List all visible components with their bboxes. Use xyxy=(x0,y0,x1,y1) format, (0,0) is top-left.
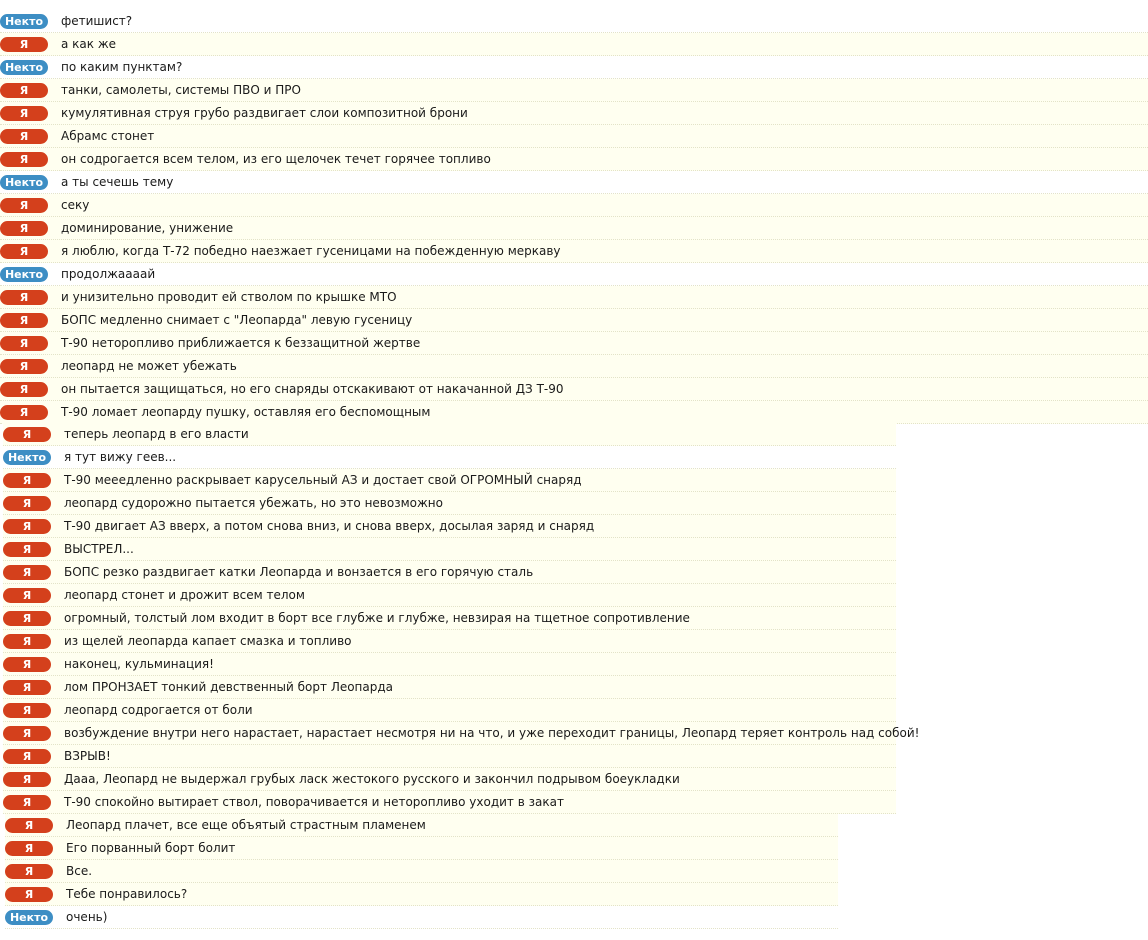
sender-badge-me: Я xyxy=(0,152,48,167)
sender-badge-me: Я xyxy=(5,864,53,879)
message-row xyxy=(3,699,896,722)
message-text: он содрогается всем телом, из его щелочек течет горячее топливо xyxy=(61,152,491,166)
sender-badge-me: Я xyxy=(3,496,51,511)
sender-badge-me: Я xyxy=(0,290,48,305)
sender-badge-me: Я xyxy=(3,772,51,787)
message-row xyxy=(0,33,1148,56)
message-row xyxy=(0,125,1148,148)
sender-badge-me: Я xyxy=(5,887,53,902)
message-text: леопард стонет и дрожит всем телом xyxy=(64,588,305,602)
message-row xyxy=(3,630,896,653)
message-text: Т-90 спокойно вытирает ствол, поворачивается и неторопливо уходит в закат xyxy=(64,795,564,809)
sender-badge-me: Я xyxy=(3,726,51,741)
sender-badge-stranger: Некто xyxy=(3,450,51,465)
message-text: Его порванный борт болит xyxy=(66,841,236,855)
sender-badge-me: Я xyxy=(0,336,48,351)
message-row xyxy=(0,378,1148,401)
sender-badge-stranger: Некто xyxy=(5,910,53,925)
message-text: Дааа, Леопард не выдержал грубых ласк жестокого русского и закончил подрывом боеукладки xyxy=(64,772,680,786)
message-text: Т-90 мееедленно раскрывает карусельный АЗ и достает свой ОГРОМНЫЙ снаряд xyxy=(64,473,582,487)
message-row xyxy=(3,745,896,768)
message-text: фетишист? xyxy=(61,14,133,28)
sender-badge-stranger: Некто xyxy=(0,267,48,282)
sender-badge-me: Я xyxy=(5,818,53,833)
message-text: секу xyxy=(61,198,90,212)
sender-badge-me: Я xyxy=(0,382,48,397)
message-text: ВЗРЫВ! xyxy=(64,749,111,763)
message-text: я тут вижу геев... xyxy=(64,450,177,464)
sender-badge-me: Я xyxy=(0,359,48,374)
message-text: Леопард плачет, все еще объятый страстным пламенем xyxy=(66,818,426,832)
sender-badge-me: Я xyxy=(3,749,51,764)
message-row xyxy=(5,814,838,837)
sender-badge-me: Я xyxy=(5,841,53,856)
message-text: по каким пунктам? xyxy=(61,60,183,74)
message-row xyxy=(3,791,896,814)
message-row xyxy=(0,286,1148,309)
sender-badge-stranger: Некто xyxy=(0,14,48,29)
message-text: лом ПРОНЗАЕТ тонкий девственный борт Леопарда xyxy=(64,680,394,694)
sender-badge-me: Я xyxy=(3,611,51,626)
message-text: теперь леопард в его власти xyxy=(64,427,249,441)
message-row xyxy=(3,653,896,676)
message-text: огромный, толстый лом входит в борт все глубже и глубже, невзирая на тщетное сопротивление xyxy=(64,611,690,625)
message-row xyxy=(0,217,1148,240)
message-text: Т-90 ломает леопарду пушку, оставляя его беспомощным xyxy=(61,405,431,419)
message-row xyxy=(0,148,1148,171)
message-text: и унизительно проводит ей стволом по крышке МТО xyxy=(61,290,397,304)
sender-badge-me: Я xyxy=(0,313,48,328)
sender-badge-me: Я xyxy=(3,795,51,810)
sender-badge-me: Я xyxy=(3,519,51,534)
message-row xyxy=(0,332,1148,355)
message-row xyxy=(5,906,838,929)
message-row xyxy=(0,171,1148,194)
sender-badge-me: Я xyxy=(0,129,48,144)
message-row xyxy=(3,492,896,515)
message-row xyxy=(3,469,896,492)
message-row xyxy=(0,240,1148,263)
message-row xyxy=(3,538,896,561)
message-row xyxy=(0,194,1148,217)
message-text: Все. xyxy=(66,864,93,878)
message-row xyxy=(0,79,1148,102)
message-row xyxy=(0,401,1148,424)
sender-badge-me: Я xyxy=(3,703,51,718)
message-text: БОПС медленно снимает с "Леопарда" левую гусеницу xyxy=(61,313,413,327)
message-row xyxy=(5,860,838,883)
sender-badge-me: Я xyxy=(0,198,48,213)
message-text: а как же xyxy=(61,37,117,51)
message-row xyxy=(3,676,896,699)
message-text: Абрамс стонет xyxy=(61,129,155,143)
message-row xyxy=(3,515,896,538)
sender-badge-me: Я xyxy=(3,657,51,672)
sender-badge-me: Я xyxy=(0,83,48,98)
sender-badge-me: Я xyxy=(3,588,51,603)
message-text: очень) xyxy=(66,910,108,924)
sender-badge-me: Я xyxy=(3,427,51,442)
message-row xyxy=(0,309,1148,332)
message-row xyxy=(3,722,920,745)
message-row xyxy=(3,561,896,584)
message-text: наконец, кульминация! xyxy=(64,657,214,671)
sender-badge-me: Я xyxy=(3,634,51,649)
message-text: продолжаааай xyxy=(61,267,156,281)
message-text: кумулятивная струя грубо раздвигает слои композитной брони xyxy=(61,106,468,120)
message-row xyxy=(0,56,1148,79)
message-text: Тебе понравилось? xyxy=(66,887,188,901)
sender-badge-me: Я xyxy=(3,565,51,580)
sender-badge-me: Я xyxy=(0,244,48,259)
message-row xyxy=(0,10,1148,33)
message-text: Т-90 двигает АЗ вверх, а потом снова вниз, и снова вверх, досылая заряд и снаряд xyxy=(64,519,595,533)
sender-badge-me: Я xyxy=(0,221,48,236)
message-text: леопард судорожно пытается убежать, но это невозможно xyxy=(64,496,443,510)
message-text: из щелей леопарда капает смазка и топливо xyxy=(64,634,352,648)
message-text: леопард не может убежать xyxy=(61,359,237,373)
message-text: а ты сечешь тему xyxy=(61,175,174,189)
message-row xyxy=(3,584,896,607)
sender-badge-stranger: Некто xyxy=(0,175,48,190)
message-text: Т-90 неторопливо приближается к беззащитной жертве xyxy=(61,336,421,350)
message-text: я люблю, когда Т-72 победно наезжает гусеницами на побежденную меркаву xyxy=(61,244,561,258)
sender-badge-me: Я xyxy=(3,680,51,695)
message-text: ВЫСТРЕЛ... xyxy=(64,542,134,556)
sender-badge-me: Я xyxy=(3,473,51,488)
message-row xyxy=(0,102,1148,125)
message-text: он пытается защищаться, но его снаряды отскакивают от накачанной ДЗ Т-90 xyxy=(61,382,564,396)
message-row xyxy=(5,883,838,906)
message-text: БОПС резко раздвигает катки Леопарда и вонзается в его горячую сталь xyxy=(64,565,534,579)
message-row xyxy=(3,607,896,630)
message-text: леопард содрогается от боли xyxy=(64,703,253,717)
sender-badge-me: Я xyxy=(0,106,48,121)
message-text: танки, самолеты, системы ПВО и ПРО xyxy=(61,83,301,97)
message-text: доминирование, унижение xyxy=(61,221,234,235)
sender-badge-me: Я xyxy=(0,405,48,420)
message-row xyxy=(3,768,896,791)
sender-badge-stranger: Некто xyxy=(0,60,48,75)
message-row xyxy=(0,355,1148,378)
sender-badge-me: Я xyxy=(0,37,48,52)
message-row xyxy=(3,446,896,469)
message-row xyxy=(5,837,838,860)
message-row xyxy=(0,263,1148,286)
sender-badge-me: Я xyxy=(3,542,51,557)
message-row xyxy=(3,423,896,446)
message-text: возбуждение внутри него нарастает, нарастает несмотря ни на что, и уже переходит границы, Леопард теряет контроль над собой! xyxy=(64,726,920,740)
